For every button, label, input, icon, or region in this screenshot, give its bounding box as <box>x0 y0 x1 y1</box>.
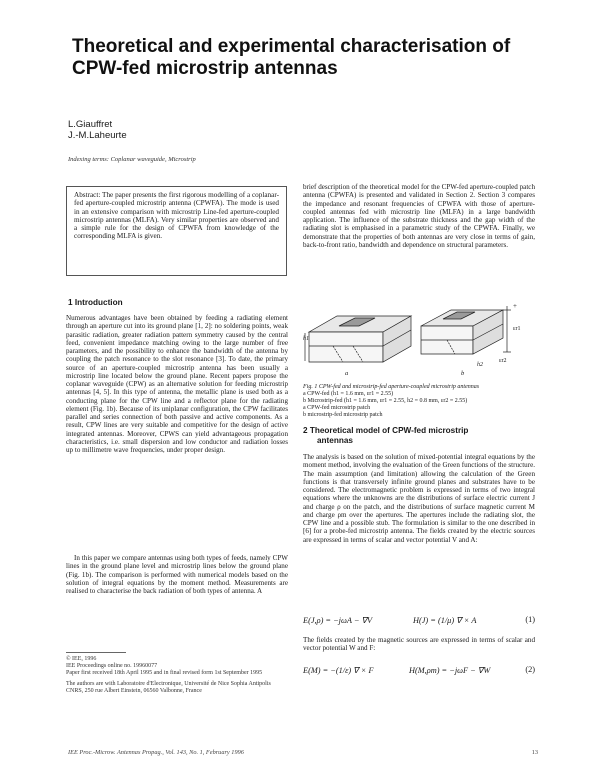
fig-label-a: a <box>345 370 349 377</box>
fig-label-er2: εr2 <box>499 358 507 364</box>
footnote-online-no: IEE Proceedings online no. 19960077 <box>66 663 158 670</box>
footnote-rule <box>66 652 126 653</box>
section-2-paragraph-2: The fields created by the magnetic sources are expressed in terms of scalar and vector potential W and F: <box>303 636 535 653</box>
figure-1-caption <box>303 384 535 419</box>
figure-caption-line-2: b Microstrip-fed (h1 = 1.6 mm, εr1 = 2.55, h2 = 0.8 mm, εr2 = 2.55) <box>303 398 468 404</box>
figure-1-drawing <box>303 302 535 382</box>
section-2-paragraph-1: The analysis is based on the solution of mixed-potential integral equations by the moment method, involving the evaluation of the Green functions of the structure. The main assumption (and limitation) allowing the calculation of the Green functions is that transversely infinite ground planes and substrates have to be considered. The electromagnetic problem is expressed in terms of two integral equations where the unknowns are the distributions of surface electric current J and charge ρ on the patch, and the distributions of surface magnetic current M and charge ρm over the apertures. The apertures include the radiating slot, the CPW line and a possible stub. The formulation is similar to the one described in [6] for a probe-fed microstrip antenna. The fields created by the electric sources are expressed in terms of scalar and vector potential V and A: <box>303 453 535 544</box>
abstract-box <box>66 186 287 276</box>
footnote-affiliation: The authors are with Laboratoire d'Electronique, Université de Nice Sophia Antipolis CNRS, 250 rue Albert Einstein, 06560 Valbonne, France <box>66 680 271 694</box>
section-1-heading: 1 Introduction <box>68 298 123 307</box>
intro-paragraph-2: In this paper we compare antennas using both types of feeds, namely CPW lines in the ground plane level and microstrip lines below the ground plane (Fig. 1b). The comparison is performed with numerical models based on the solution of integral equations by the moment method. Measurements are realised to characterise the back radiation of both types of antenna. A <box>66 554 288 595</box>
footnote-received: Paper first received 18th April 1995 and in final revised form 1st September 1995 <box>66 670 263 677</box>
equation-2-magnetic: H(M,ρm) = −jωF − ∇W <box>409 666 491 675</box>
footnote-copyright: © IEE, 1996 <box>66 656 97 662</box>
figure-caption-line-3: a CPW-fed microstrip patch <box>303 405 371 411</box>
equation-2 <box>303 665 535 677</box>
indexing-terms: Indexing terms: Coplanar waveguide, Microstrip <box>68 156 196 163</box>
figure-caption-title: Fig. 1 CPW-fed and microstrip-fed aperture-coupled microstrip antennas <box>303 384 480 390</box>
section-2-heading-line-2: antennas <box>317 436 353 445</box>
figure-1b-drawing <box>421 306 511 354</box>
equation-1-magnetic: H(J) = (1/μ) ∇ × A <box>413 616 477 625</box>
fig-label-h1: h1 <box>303 336 309 342</box>
fig-label-b: b <box>461 370 465 377</box>
author-1: L.Giauffret <box>68 119 113 130</box>
page-number: 13 <box>531 749 538 756</box>
author-2: J.-M.Laheurte <box>68 130 127 141</box>
figure-caption-line-4: b microstrip-fed microstrip patch <box>303 412 383 418</box>
section-2-heading-line-1: 2 Theoretical model of CPW-fed microstrip <box>303 426 469 435</box>
figure-caption-line-1: a CPW-fed (h1 = 1.6 mm, εr1 = 2.55) <box>303 391 394 397</box>
intro-continuation: brief description of the theoretical model for the CPW-fed aperture-coupled patch antenna (CPWFA) is presented and validated in Section 2. Section 3 compares the impedance and resonant frequencies of CPWFA with those of aperture-coupled antennas fed with microstrip line (MLFA) in a large bandwidth application. The influence of the substrate thickness and the gap width of the radiating slot is emphasised in a parametric study of the CPWFA. Finally, we demonstrate that the properties of both antennas are very close in terms of gain, back-to-front ratio, bandwidth and dependence on structural parameters. <box>303 183 535 249</box>
equation-1-electric: E(J,ρ) = −jωA − ∇V <box>303 616 373 625</box>
journal-reference: IEE Proc.-Microw. Antennas Propag., Vol. 143, No. 1, February 1996 <box>68 749 244 756</box>
fig-label-h2: h2 <box>477 362 483 368</box>
intro-paragraph-1: Numerous advantages have been obtained by feeding a radiating element through an aperture cut into its ground plane [1, 2]: no soldering points, weak parasitic radiation, greater radiation pattern symmetry caused by the central feed, convenient impedance matching owing to the large number of free parameters, and the possibility to enhance the bandwidth of the antenna by coupling the patch resonance to the slot resonance [3]. To date, the primary source of an aperture-coupled microstrip antenna has been usually a microstrip line located below the ground plane. Recent papers propose the coplanar waveguide (CPW) as an alternative solution for feeding microstrip antennas [4, 5]. In this type of antenna, the metallic plane is used both as a conducting plane for the CPW line and a reflector plane for the radiating element (Fig. 1b). Because of its uniplanar configuration, the CPW facilitates parallel and series connection of both passive and active components. As a result, CPW lines are very suitable and competitive for the design of active integrated antennas. Moreover, CPWS can yield advantageous propagation characteristics, i.e. small dispersion and low conductor and radiation losses up to millimetre wave frequencies, under proper design. <box>66 314 288 454</box>
abstract-text: Abstract: The paper presents the first rigorous modelling of a coplanar-fed aperture-coupled microstrip antenna (CPWFA). The mode is used in an extensive comparison with microstrip Line-fed aperture-coupled microstrip antennas (MLFA). Very similar properties are observed and a simple rule for the design of CPWFA from knowledge of the corresponding MLFA is given. <box>74 191 279 241</box>
section-2-heading <box>303 426 535 446</box>
page-footer <box>68 749 538 756</box>
fig-label-er1: εr1 <box>513 326 521 332</box>
equation-1-number: (1) <box>525 615 535 624</box>
figure-1 <box>303 302 535 382</box>
author-list <box>68 119 127 141</box>
paper-title: Theoretical and experimental characterisation of CPW-fed microstrip antennas <box>72 36 511 79</box>
figure-1a-drawing <box>305 316 411 362</box>
fig-label-plus: + <box>513 302 517 310</box>
equation-2-electric: E(M) = −(1/ε) ∇ × F <box>303 666 374 675</box>
equation-1 <box>303 615 535 627</box>
equation-2-number: (2) <box>525 665 535 674</box>
footnotes <box>66 656 288 695</box>
